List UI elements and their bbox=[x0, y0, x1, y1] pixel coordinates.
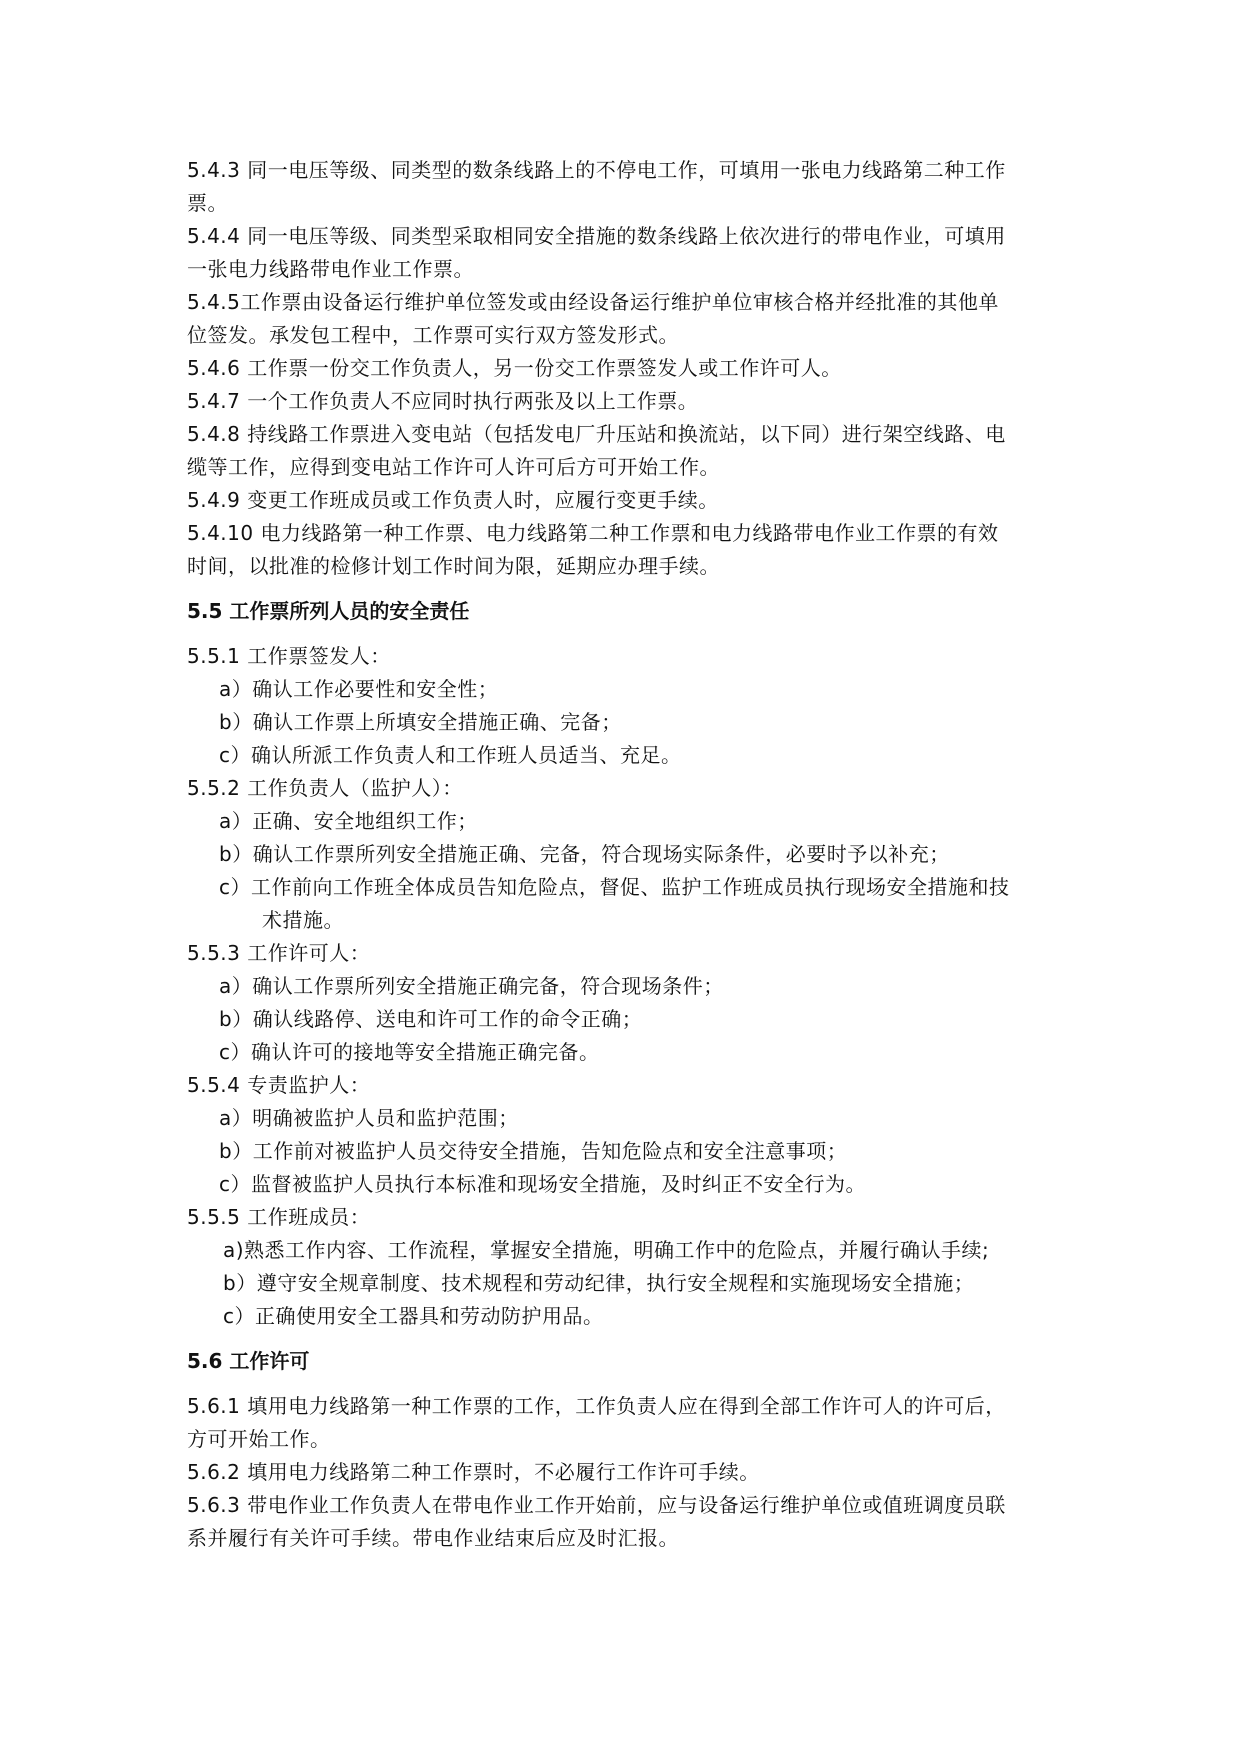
clause-5-5-1 bbox=[187, 640, 1057, 772]
clause-line: 5.4.10 电力线路第一种工作票、电力线路第二种工作票和电力线路带电作业工作票的有效 bbox=[187, 521, 999, 545]
list-item: a）确认工作票所列安全措施正确完备，符合现场条件； bbox=[219, 974, 724, 998]
list-item: a)熟悉工作内容、工作流程，掌握安全措施，明确工作中的危险点，并履行确认手续; bbox=[223, 1238, 990, 1262]
clause-line: 5.4.8 持线路工作票进入变电站（包括发电厂升压站和换流站，以下同）进行架空线路、电 bbox=[187, 422, 1006, 446]
clause-line: 5.4.3 同一电压等级、同类型的数条线路上的不停电工作，可填用一张电力线路第二种工作 bbox=[187, 158, 1006, 182]
list-item: c）确认所派工作负责人和工作班人员适当、充足。 bbox=[219, 743, 682, 767]
clause-line: 票。 bbox=[187, 191, 228, 215]
clause-line: 5.6.1 填用电力线路第一种工作票的工作，工作负责人应在得到全部工作许可人的许可后， bbox=[187, 1394, 1006, 1418]
list-item: c）确认许可的接地等安全措施正确完备。 bbox=[219, 1040, 600, 1064]
list-item: c）监督被监护人员执行本标准和现场安全措施，及时纠正不安全行为。 bbox=[219, 1172, 866, 1196]
list-item: a）确认工作必要性和安全性； bbox=[219, 677, 499, 701]
list-item: a）明确被监护人员和监护范围； bbox=[219, 1106, 519, 1130]
clause-5-4-8 bbox=[187, 418, 1057, 484]
list-item: b）确认工作票所列安全措施正确、完备，符合现场实际条件，必要时予以补充； bbox=[219, 842, 950, 866]
clause-line: 5.4.4 同一电压等级、同类型采取相同安全措施的数条线路上依次进行的带电作业，可填用 bbox=[187, 224, 1006, 248]
clause-line: 一张电力线路带电作业工作票。 bbox=[187, 257, 474, 281]
section-heading-5-6: 5.6 工作许可 bbox=[187, 1349, 310, 1373]
list-item: b）确认工作票上所填安全措施正确、完备； bbox=[219, 710, 622, 734]
list-item: c）正确使用安全工器具和劳动防护用品。 bbox=[223, 1304, 604, 1328]
clause-line: 5.4.5工作票由设备运行维护单位签发或由经设备运行维护单位审核合格并经批准的其他单 bbox=[187, 290, 999, 314]
clause-5-4-9: 5.4.9 变更工作班成员或工作负责人时，应履行变更手续。 bbox=[187, 488, 719, 512]
list-item: c）工作前向工作班全体成员告知危险点，督促、监护工作班成员执行现场安全措施和技 bbox=[219, 875, 1010, 899]
clause-title: 5.5.1 工作票签发人： bbox=[187, 644, 391, 668]
clause-line: 方可开始工作。 bbox=[187, 1427, 331, 1451]
clause-line: 系并履行有关许可手续。带电作业结束后应及时汇报。 bbox=[187, 1526, 679, 1550]
clause-5-4-5 bbox=[187, 286, 1057, 352]
document-body bbox=[187, 154, 1057, 1555]
clause-5-4-10 bbox=[187, 517, 1057, 583]
list-item: b）工作前对被监护人员交待安全措施，告知危险点和安全注意事项； bbox=[219, 1139, 848, 1163]
clause-title: 5.5.5 工作班成员： bbox=[187, 1205, 371, 1229]
clause-5-6-3 bbox=[187, 1489, 1057, 1555]
clause-5-5-4 bbox=[187, 1069, 1057, 1201]
clause-5-6-1 bbox=[187, 1390, 1057, 1456]
clause-5-6-2: 5.6.2 填用电力线路第二种工作票时，不必履行工作许可手续。 bbox=[187, 1460, 760, 1484]
clause-line: 时间，以批准的检修计划工作时间为限，延期应办理手续。 bbox=[187, 554, 720, 578]
clause-5-4-7: 5.4.7 一个工作负责人不应同时执行两张及以上工作票。 bbox=[187, 389, 699, 413]
list-item: b）确认线路停、送电和许可工作的命令正确； bbox=[219, 1007, 643, 1031]
list-item: a）正确、安全地组织工作； bbox=[219, 809, 478, 833]
clause-5-5-2 bbox=[187, 772, 1057, 937]
clause-line: 缆等工作，应得到变电站工作许可人许可后方可开始工作。 bbox=[187, 455, 720, 479]
clause-5-5-5 bbox=[187, 1201, 1057, 1333]
clause-line: 5.6.3 带电作业工作负责人在带电作业工作开始前，应与设备运行维护单位或值班调度员联 bbox=[187, 1493, 1006, 1517]
clause-title: 5.5.4 专责监护人： bbox=[187, 1073, 371, 1097]
clause-5-4-6: 5.4.6 工作票一份交工作负责人，另一份交工作票签发人或工作许可人。 bbox=[187, 356, 842, 380]
clause-title: 5.5.2 工作负责人（监护人）： bbox=[187, 776, 463, 800]
clause-line: 位签发。承发包工程中，工作票可实行双方签发形式。 bbox=[187, 323, 679, 347]
clause-5-4-4 bbox=[187, 220, 1057, 286]
list-item-continuation: 术措施。 bbox=[262, 908, 344, 932]
clause-5-5-3 bbox=[187, 937, 1057, 1069]
clause-title: 5.5.3 工作许可人： bbox=[187, 941, 371, 965]
list-item: b）遵守安全规章制度、技术规程和劳动纪律，执行安全规程和实施现场安全措施； bbox=[223, 1271, 975, 1295]
clause-5-4-3 bbox=[187, 154, 1057, 220]
section-heading-5-5: 5.5 工作票所列人员的安全责任 bbox=[187, 599, 470, 623]
